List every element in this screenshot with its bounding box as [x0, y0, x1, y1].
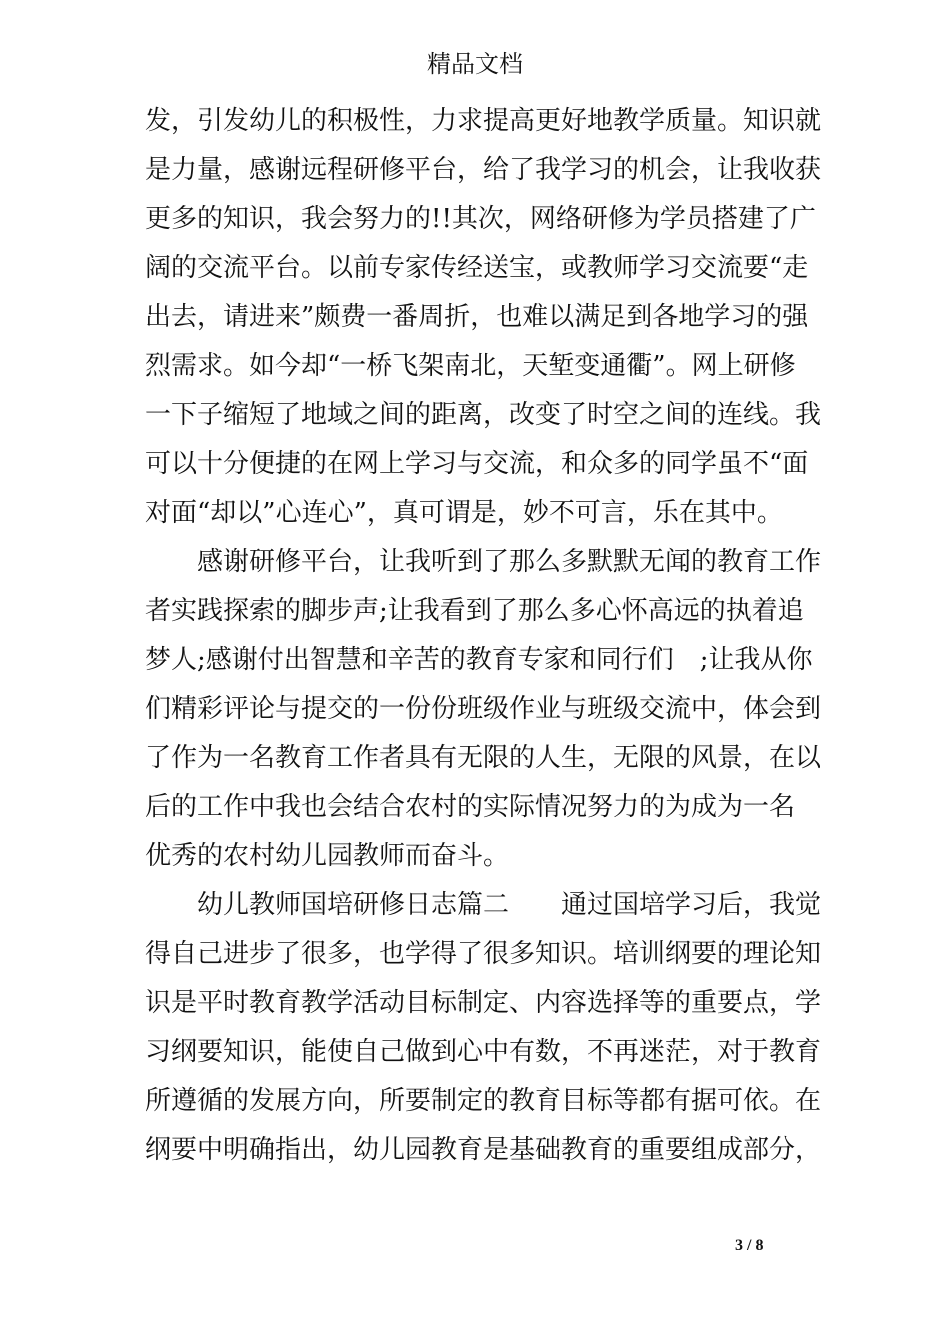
body-line-12: 梦人;感谢付出智慧和辛苦的教育专家和同行们 ;让我从你 — [145, 645, 813, 675]
body-line-13: 们精彩评论与提交的一份份班级作业与班级交流中，体会到 — [145, 694, 822, 724]
body-line-18: 得自己进步了很多，也学得了很多知识。培训纲要的理论知 — [145, 939, 822, 969]
body-line-11: 者实践探索的脚步声;让我看到了那么多心怀高远的执着追 — [145, 596, 804, 626]
body-line-15: 后的工作中我也会结合农村的实际情况努力的为成为一名 — [145, 792, 796, 822]
page-number: 3 / 8 — [735, 1237, 764, 1254]
page-header-title: 精品文档 — [427, 50, 523, 78]
body-line-19: 识是平时教育教学活动目标制定、内容选择等的重要点，学 — [145, 988, 822, 1018]
body-line-22: 纲要中明确指出，幼儿园教育是基础教育的重要组成部分， — [145, 1135, 822, 1165]
body-line-14: 了作为一名教育工作者具有无限的人生，无限的风景，在以 — [145, 743, 822, 773]
body-line-8: 可以十分便捷的在网上学习与交流，和众多的同学虽不“面 — [145, 449, 809, 479]
body-line-3: 更多的知识，我会努力的!!其次，网络研修为学员搭建了广 — [145, 204, 816, 234]
body-line-4: 阔的交流平台。以前专家传经送宝，或教师学习交流要“走 — [145, 253, 809, 283]
body-line-9: 对面“却以”心连心”，真可谓是，妙不可言，乐在其中。 — [145, 498, 783, 528]
body-line-16: 优秀的农村幼儿园教师而奋斗。 — [145, 841, 510, 871]
body-line-7: 一下子缩短了地域之间的距离，改变了时空之间的连线。我 — [145, 400, 822, 430]
body-line-6: 烈需求。如今却“一桥飞架南北，天堑变通衢”。网上研修 — [145, 351, 796, 381]
body-line-2: 是力量，感谢远程研修平台，给了我学习的机会，让我收获 — [145, 155, 822, 185]
body-line-5: 出去，请进来”颇费一番周折，也难以满足到各地学习的强 — [145, 302, 809, 332]
body-line-1: 发，引发幼儿的积极性，力求提高更好地教学质量。知识就 — [145, 106, 822, 136]
body-line-20: 习纲要知识，能使自己做到心中有数，不再迷茫，对于教育 — [145, 1037, 822, 1067]
body-line-17: 幼儿教师国培研修日志篇二 通过国培学习后，我觉 — [145, 890, 822, 920]
body-line-21: 所遵循的发展方向，所要制定的教育目标等都有据可依。在 — [145, 1086, 822, 1116]
body-line-10: 感谢研修平台，让我听到了那么多默默无闻的教育工作 — [145, 547, 822, 577]
